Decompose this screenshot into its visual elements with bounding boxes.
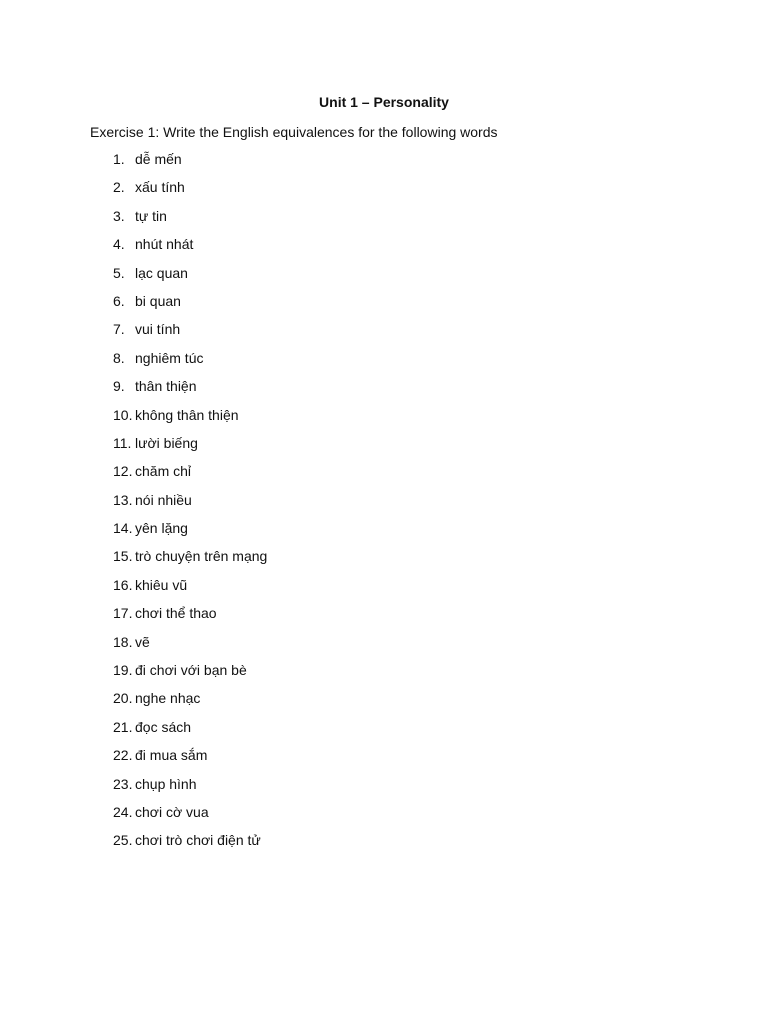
list-item bbox=[113, 491, 267, 519]
list-item-word: lạc quan bbox=[135, 264, 188, 281]
list-item-number: 23. bbox=[113, 775, 133, 792]
list-item bbox=[113, 604, 267, 632]
list-item-word: nghe nhạc bbox=[135, 690, 201, 707]
list-item-number: 3. bbox=[113, 207, 125, 224]
list-item bbox=[113, 292, 267, 320]
list-item bbox=[113, 547, 267, 575]
list-item-number: 5. bbox=[113, 264, 125, 281]
list-item-number: 12. bbox=[113, 463, 133, 480]
list-item-word: đọc sách bbox=[135, 718, 192, 735]
list-item bbox=[113, 178, 267, 206]
list-item-word: chụp hình bbox=[135, 775, 197, 792]
list-item-word: trò chuyện trên mạng bbox=[135, 548, 268, 565]
list-item-number: 19. bbox=[113, 662, 133, 679]
list-item-word: chơi trò chơi điện tử bbox=[135, 832, 261, 849]
list-item-word: vẽ bbox=[135, 633, 150, 650]
exercise-instruction: Exercise 1: Write the English equivalences for the following words bbox=[90, 124, 498, 140]
list-item-number: 7. bbox=[113, 321, 125, 338]
list-item bbox=[113, 831, 267, 859]
list-item bbox=[113, 689, 267, 717]
list-item-word: nói nhiều bbox=[135, 491, 192, 508]
list-item bbox=[113, 264, 267, 292]
list-item-word: chăm chỉ bbox=[135, 463, 192, 480]
list-item-number: 1. bbox=[113, 151, 125, 167]
list-item-word: chơi cờ vua bbox=[135, 803, 209, 820]
list-item-number: 10. bbox=[113, 406, 133, 423]
list-item-number: 25. bbox=[113, 832, 133, 849]
list-item-number: 15. bbox=[113, 548, 133, 565]
list-item-word: bi quan bbox=[135, 292, 181, 309]
list-item-number: 16. bbox=[113, 576, 133, 593]
list-item-number: 6. bbox=[113, 292, 125, 309]
list-item bbox=[113, 519, 267, 547]
list-item-number: 4. bbox=[113, 236, 125, 253]
list-item-number: 21. bbox=[113, 718, 133, 735]
list-item bbox=[113, 462, 267, 490]
list-item-word: vui tính bbox=[135, 321, 181, 338]
list-item-word: lười biếng bbox=[135, 434, 198, 451]
list-item bbox=[113, 320, 267, 348]
list-item bbox=[113, 434, 267, 462]
list-item-number: 13. bbox=[113, 491, 133, 508]
list-item bbox=[113, 661, 267, 689]
list-item-word: khiêu vũ bbox=[135, 576, 188, 593]
list-item-number: 11. bbox=[113, 434, 132, 451]
vocabulary-list bbox=[113, 150, 267, 860]
list-item bbox=[113, 746, 267, 774]
list-item-number: 9. bbox=[113, 378, 125, 395]
list-item bbox=[113, 207, 267, 235]
list-item bbox=[113, 576, 267, 604]
list-item-word: chơi thể thao bbox=[135, 605, 217, 622]
list-item bbox=[113, 377, 267, 405]
list-item bbox=[113, 349, 267, 377]
list-item-word: không thân thiện bbox=[135, 406, 239, 423]
list-item-word: dễ mến bbox=[135, 151, 182, 167]
list-item-word: đi mua sắm bbox=[135, 747, 208, 764]
list-item-number: 2. bbox=[113, 179, 125, 196]
list-item bbox=[113, 406, 267, 434]
list-item-number: 14. bbox=[113, 520, 133, 537]
list-item bbox=[113, 150, 267, 178]
list-item-number: 8. bbox=[113, 349, 125, 366]
list-item-word: xấu tính bbox=[135, 179, 185, 196]
list-item bbox=[113, 633, 267, 661]
list-item-number: 20. bbox=[113, 690, 133, 707]
list-item-word: yên lặng bbox=[135, 520, 188, 537]
list-item-word: nghiêm túc bbox=[135, 349, 204, 366]
list-item-number: 22. bbox=[113, 747, 133, 764]
list-item-number: 18. bbox=[113, 633, 133, 650]
list-item-word: đi chơi với bạn bè bbox=[135, 662, 247, 679]
list-item-word: tự tin bbox=[135, 207, 167, 224]
list-item bbox=[113, 235, 267, 263]
list-item-number: 24. bbox=[113, 803, 133, 820]
list-item-word: nhút nhát bbox=[135, 236, 194, 253]
page-title: Unit 1 – Personality bbox=[319, 94, 449, 110]
list-item-number: 17. bbox=[113, 605, 133, 622]
list-item bbox=[113, 775, 267, 803]
list-item bbox=[113, 718, 267, 746]
list-item-word: thân thiện bbox=[135, 378, 197, 395]
list-item bbox=[113, 803, 267, 831]
